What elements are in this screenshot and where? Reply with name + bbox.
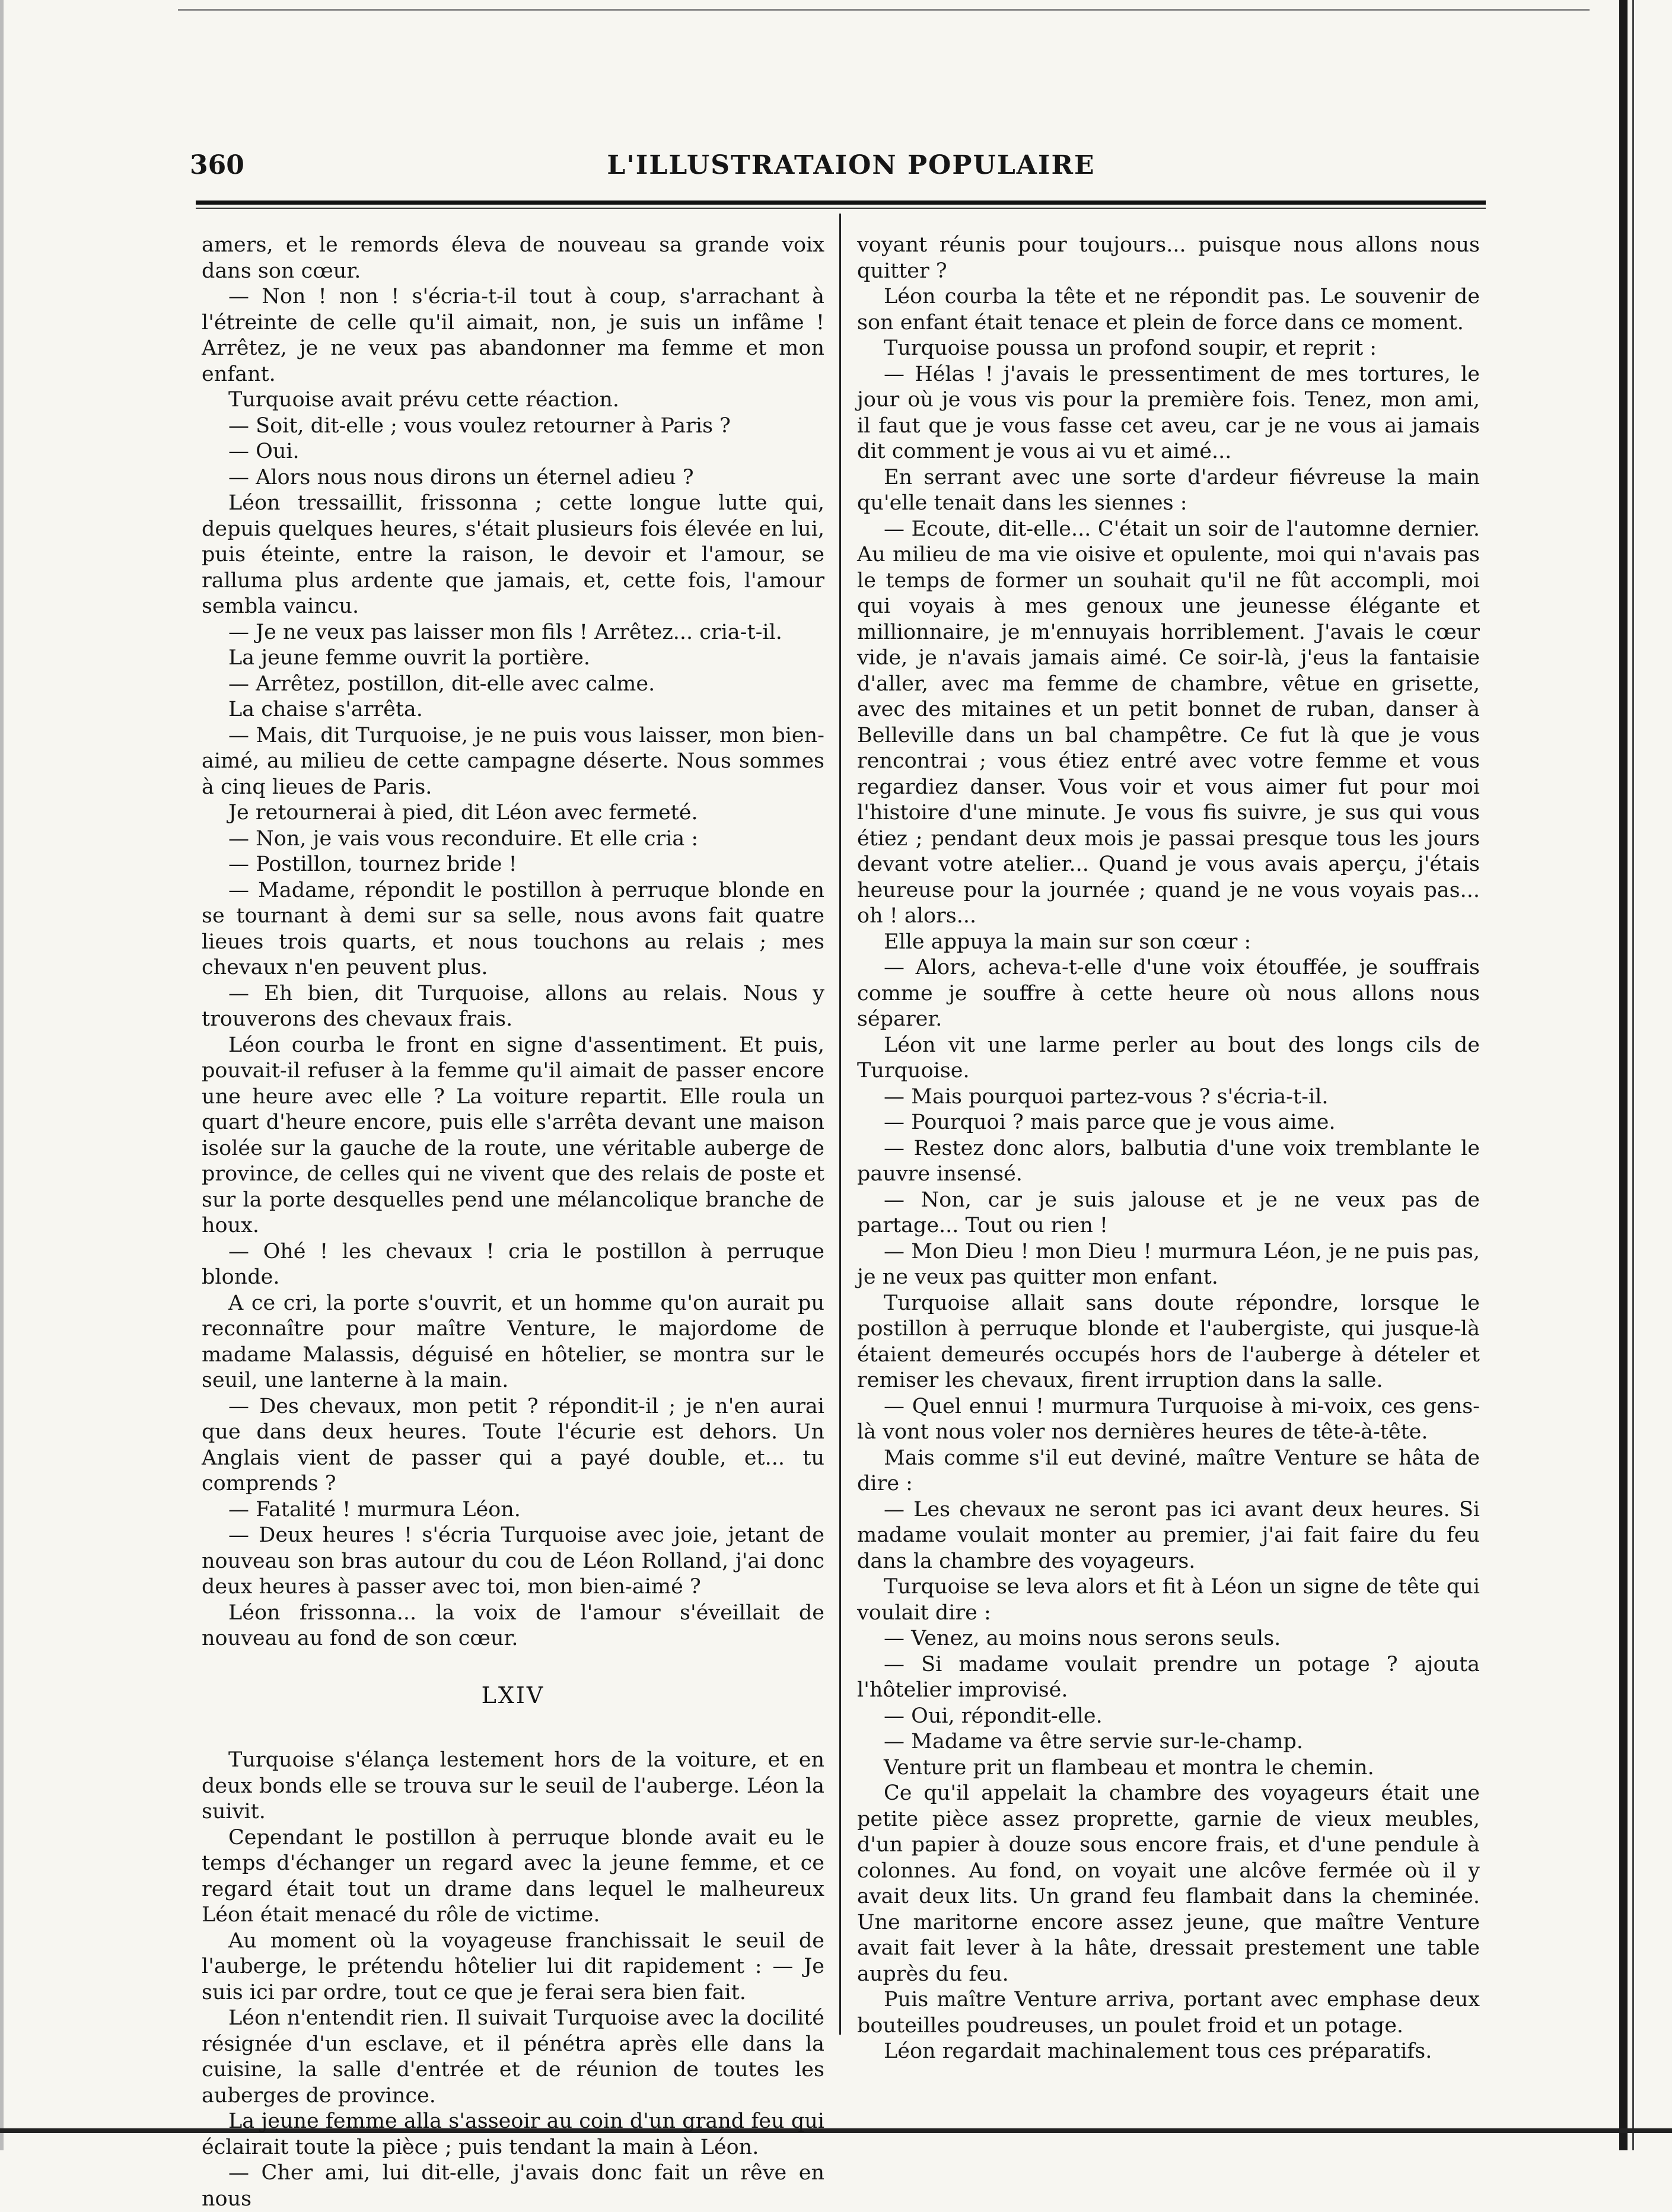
- paragraph: — Je ne veux pas laisser mon fils ! Arrêtez... cria-t-il.: [228, 620, 782, 644]
- paragraph: — Eh bien, dit Turquoise, allons au relais. Nous y trouverons des chevaux frais.: [202, 981, 824, 1031]
- paragraph: — Des chevaux, mon petit ? répondit-il ; je n'en aurai que dans deux heures. Toute l'écurie est dehors. Un Anglais vient de passer qui a payé double, et... tu comprends ?: [202, 1394, 824, 1495]
- paragraph: Léon vit une larme perler au bout des longs cils de Turquoise.: [857, 1033, 1480, 1083]
- paragraph: — Si madame voulait prendre un potage ? ajouta l'hôtelier improvisé.: [857, 1652, 1480, 1702]
- paragraph: — Madame, répondit le postillon à perruque blonde en se tournant à demi sur sa selle, nous avons fait quatre lieues trois quarts, et nous touchons au relais ; mes chevaux n'en peuvent plus.: [202, 878, 824, 979]
- paragraph: — Ecoute, dit-elle... C'était un soir de l'automne dernier. Au milieu de ma vie oisive et opulente, moi qui n'avais pas le temps de former un souhait qu'il ne fût accompli, moi qui voyais à mes genoux une jeunesse élégante et millionnaire, je m'ennuyais horriblement. J'avais le cœur vide, je n'avais jamais aimé. Ce soir-là, j'eus la fantaisie d'aller, avec ma femme de chambre, vêtue en grisette, avec des mitaines et un petit bonnet de ruban, danser à Belleville dans un bal champêtre. Ce fut là que je vous rencontrai ; vous étiez entré avec votre femme et vous regardiez danser. Vous voir et vous aimer fut pour moi l'histoire d'une minute. Je vous fis suivre, je sus qui vous étiez ; pendant deux mois je passai presque tous les jours devant votre atelier... Quand je vous avais aperçu, j'étais heureuse pour la journée ; quand je ne vous voyais pas... oh ! alors...: [857, 517, 1480, 928]
- paragraph: En serrant avec une sorte d'ardeur fiévreuse la main qu'elle tenait dans les siennes :: [857, 465, 1480, 515]
- paragraph: — Ohé ! les chevaux ! cria le postillon à perruque blonde.: [202, 1239, 824, 1289]
- paragraph: Léon n'entendit rien. Il suivait Turquoise avec la docilité résignée d'un esclave, et il pénétra après elle dans la cuisine, la salle d'entrée et de réunion de toutes les auberges de province.: [202, 2006, 824, 2108]
- column-divider: [839, 214, 841, 2035]
- paragraph: — Deux heures ! s'écria Turquoise avec joie, jetant de nouveau son bras autour du cou de Léon Rolland, j'ai donc deux heures à passer avec toi, mon bien-aimé ?: [202, 1523, 824, 1599]
- running-title: L'ILLUSTRATAION POPULAIRE: [607, 150, 1095, 180]
- page-edge-right-shadow: [1632, 0, 1634, 2150]
- paragraph: — Soit, dit-elle ; vous voulez retourner à Paris ?: [228, 413, 731, 438]
- header-rule-thin: [196, 208, 1486, 209]
- paragraph: — Pourquoi ? mais parce que je vous aime.: [884, 1110, 1336, 1134]
- paragraph: Cependant le postillon à perruque blonde avait eu le temps d'échanger un regard avec la jeune femme, et ce regard était tout un drame dans lequel le malheureux Léon était menacé du rôle de victime.: [202, 1825, 824, 1927]
- paragraph: — Non ! non ! s'écria-t-il tout à coup, s'arrachant à l'étreinte de celle qu'il aimait, non, je suis un infâme ! Arrêtez, je ne veux pas abandonner ma femme et mon enfant.: [202, 285, 824, 386]
- page-edge-left: [0, 0, 4, 2150]
- paragraph: amers, et le remords éleva de nouveau sa grande voix dans son cœur.: [202, 233, 824, 283]
- paragraph: Elle appuya la main sur son cœur :: [884, 930, 1251, 954]
- paragraph: — Les chevaux ne seront pas ici avant deux heures. Si madame voulait monter au premier, j'ai fait faire du feu dans la chambre des voyageurs.: [857, 1497, 1480, 1573]
- header-rule-thick: [196, 200, 1486, 205]
- paragraph: — Mon Dieu ! mon Dieu ! murmura Léon, je ne puis pas, je ne veux pas quitter mon enfant.: [857, 1239, 1480, 1289]
- paragraph: — Cher ami, lui dit-elle, j'avais donc fait un rêve en nous: [202, 2161, 824, 2211]
- paragraph: Je retournerai à pied, dit Léon avec fermeté.: [228, 801, 698, 825]
- paragraph: — Hélas ! j'avais le pressentiment de mes tortures, le jour où je vous vis pour la première fois. Tenez, mon ami, il faut que je vous fasse cet aveu, car je ne vous ai jamais dit comment je vous ai vu et aimé...: [857, 362, 1480, 463]
- paragraph: — Alors, acheva-t-elle d'une voix étouffée, je souffrais comme je souffre à cette heure où nous allons nous séparer.: [857, 956, 1480, 1031]
- paragraph: Turquoise se leva alors et fit à Léon un signe de tête qui voulait dire :: [857, 1575, 1480, 1625]
- paragraph: Au moment où la voyageuse franchissait le seuil de l'auberge, le prétendu hôtelier lui dit rapidement : — Je suis ici par ordre, tout ce que je ferai sera bien fait.: [202, 1928, 824, 2004]
- chapter-heading: LXIV: [481, 1682, 545, 1708]
- paragraph: La jeune femme alla s'asseoir au coin d'un grand feu qui éclairait toute la pièce ; puis tendant la main à Léon.: [202, 2109, 824, 2159]
- right-column: [857, 233, 1480, 2065]
- paragraph: — Fatalité ! murmura Léon.: [228, 1497, 521, 1522]
- paragraph: Léon regardait machinalement tous ces préparatifs.: [884, 2039, 1432, 2063]
- paragraph: Léon frissonna... la voix de l'amour s'éveillait de nouveau au fond de son cœur.: [202, 1600, 824, 1650]
- paragraph: A ce cri, la porte s'ouvrit, et un homme qu'on aurait pu reconnaître pour maître Venture, le majordome de madame Malassis, déguisé en hôtelier, se montra sur le seuil, une lanterne à la main.: [202, 1291, 824, 1392]
- paragraph: — Postillon, tournez bride !: [228, 852, 517, 876]
- paragraph: Turquoise allait sans doute répondre, lorsque le postillon à perruque blonde et l'aubergiste, qui jusque-là étaient demeurés occupés hors de l'auberge à dételer et remiser les chevaux, firent irruption dans la salle.: [857, 1291, 1480, 1392]
- paragraph: — Oui, répondit-elle.: [884, 1704, 1103, 1728]
- paragraph: La jeune femme ouvrit la portière.: [228, 646, 591, 670]
- paragraph: — Alors nous nous dirons un éternel adieu ?: [228, 465, 694, 489]
- paragraph: Turquoise s'élança lestement hors de la voiture, et en deux bonds elle se trouva sur le seuil de l'auberge. Léon la suivit.: [202, 1748, 824, 1823]
- paragraph: — Mais pourquoi partez-vous ? s'écria-t-il.: [884, 1084, 1329, 1109]
- left-column: [202, 233, 824, 2212]
- paragraph: — Non, je vais vous reconduire. Et elle cria :: [228, 826, 699, 851]
- paragraph: — Oui.: [228, 440, 300, 463]
- paragraph: voyant réunis pour toujours... puisque nous allons nous quitter ?: [857, 233, 1480, 283]
- top-torn-edge: [178, 9, 1590, 11]
- page-edge-right: [1619, 0, 1628, 2150]
- paragraph: Turquoise poussa un profond soupir, et reprit :: [884, 336, 1377, 360]
- paragraph: Ce qu'il appelait la chambre des voyageurs était une petite pièce assez proprette, garnie de vieux meubles, d'un papier à douze sous encore frais, et d'une pendule à colonnes. Au fond, on voyait une alcôve fermée où il y avait deux lits. Un grand feu flambait dans la cheminée. Une maritorne encore assez jeune, que maître Venture avait fait lever à la hâte, dressait prestement une table auprès du feu.: [857, 1781, 1480, 1986]
- paragraph: La chaise s'arrêta.: [228, 698, 423, 721]
- page-header: [190, 150, 1512, 186]
- paragraph: Puis maître Venture arriva, portant avec emphase deux bouteilles poudreuses, un poulet froid et un potage.: [857, 1988, 1480, 2038]
- page-number: 360: [190, 150, 244, 180]
- paragraph: — Quel ennui ! murmura Turquoise à mi-voix, ces gens-là vont nous voler nos dernières heures de tête-à-tête.: [857, 1394, 1480, 1444]
- paragraph: Mais comme s'il eut deviné, maître Venture se hâta de dire :: [857, 1446, 1480, 1495]
- paragraph: — Non, car je suis jalouse et je ne veux pas de partage... Tout ou rien !: [857, 1188, 1480, 1237]
- paragraph: Léon courba le front en signe d'assentiment. Et puis, pouvait-il refuser à la femme qu'il aimait de passer encore une heure avec elle ? La voiture repartit. Elle roula un quart d'heure encore, puis elle s'arrêta devant une maison isolée sur la gauche de la route, une véritable auberge de province, de celles qui ne vivent que des relais de poste et sur la porte desquelles pend une mélancolique branche de houx.: [202, 1033, 824, 1237]
- paragraph: — Arrêtez, postillon, dit-elle avec calme.: [228, 671, 655, 696]
- paragraph: — Restez donc alors, balbutia d'une voix tremblante le pauvre insensé.: [857, 1136, 1480, 1186]
- paragraph: Venture prit un flambeau et montra le chemin.: [884, 1755, 1374, 1780]
- paragraph: — Madame va être servie sur-le-champ.: [884, 1730, 1303, 1753]
- paragraph: — Mais, dit Turquoise, je ne puis vous laisser, mon bien-aimé, au milieu de cette campagne déserte. Nous sommes à cinq lieues de Paris.: [202, 723, 824, 799]
- paragraph: Turquoise avait prévu cette réaction.: [228, 388, 620, 412]
- paragraph: — Venez, au moins nous serons seuls.: [884, 1627, 1281, 1650]
- paragraph: Léon courba la tête et ne répondit pas. Le souvenir de son enfant était tenace et plein de force dans ce moment.: [857, 285, 1480, 335]
- paragraph: Léon tressaillit, frissonna ; cette longue lutte qui, depuis quelques heures, s'était plusieurs fois élevée en lui, puis éteinte, entre la raison, le devoir et l'amour, se ralluma plus ardente que jamais, et, cette fois, l'amour sembla vaincu.: [202, 491, 824, 618]
